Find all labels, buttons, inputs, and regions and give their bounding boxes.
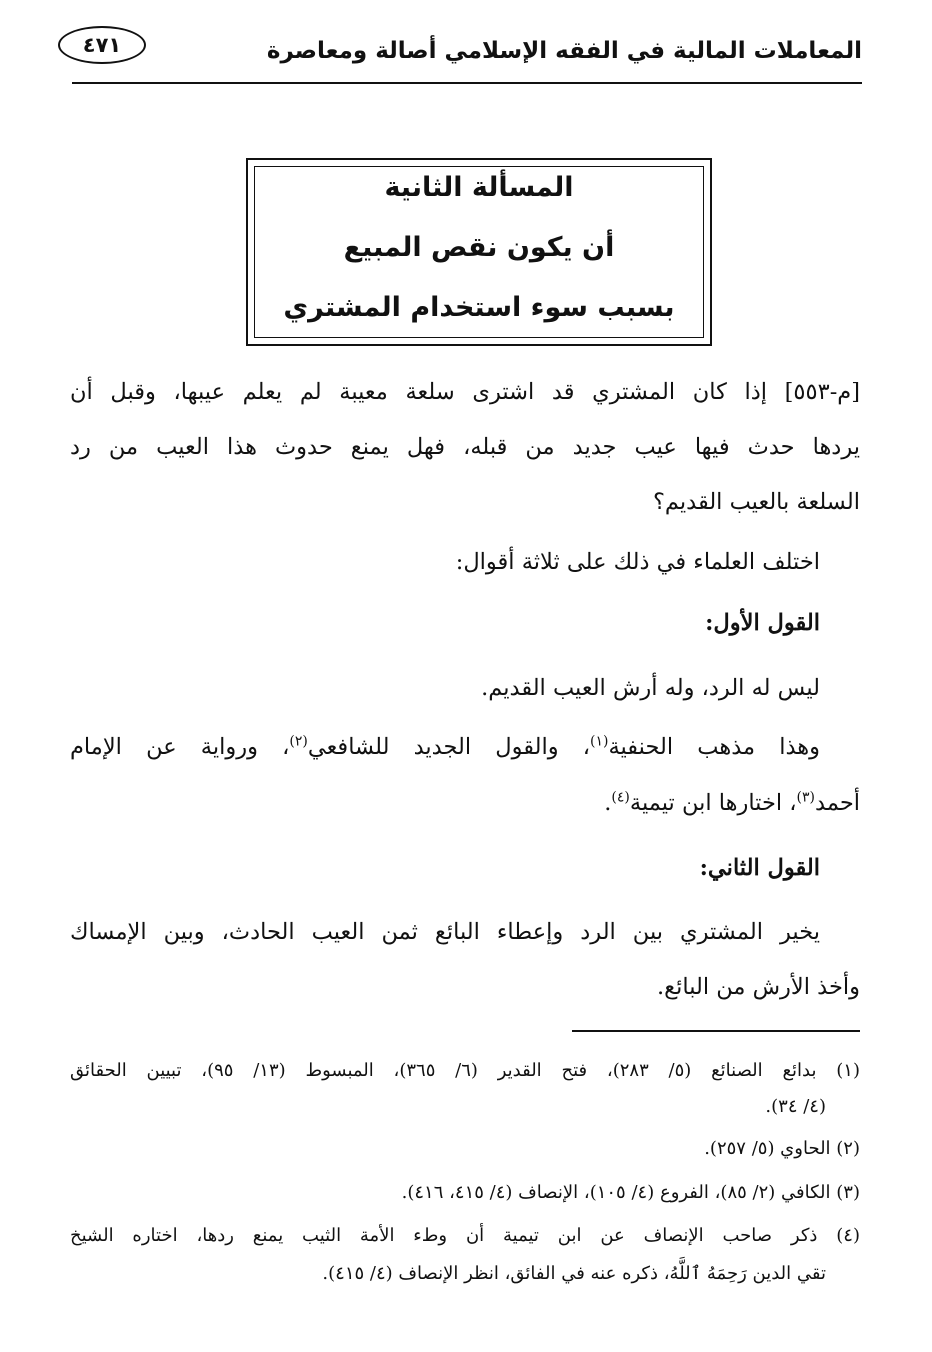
section-title-line-2: أن يكون نقص المبيع xyxy=(343,232,615,263)
footnote-2: (٢) الحاوي (٥/ ٢٥٧). xyxy=(704,1138,860,1159)
section-title-box xyxy=(246,158,712,346)
paragraph-4-text-e: ، اختارها ابن تيمية xyxy=(629,790,797,816)
paragraph-3: ليس له الرد، وله أرش العيب القديم. xyxy=(481,675,820,701)
footnote-1-line-2: (٤/ ٣٤). xyxy=(765,1096,826,1117)
paragraph-1-line-2: يردها حدث فيها عيب جديد من قبله، فهل يمنع حدوث هذا العيب من رد xyxy=(70,434,860,460)
paragraph-5-line-1: يخير المشتري بين الرد وإعطاء البائع ثمن العيب الحادث، وبين الإمساك xyxy=(70,919,820,945)
footnote-3: (٣) الكافي (٢/ ٨٥)، الفروع (٤/ ١٠٥)، الإنصاف (٤/ ٤١٥، ٤١٦). xyxy=(401,1182,860,1203)
paragraph-4-text-d: أحمد xyxy=(815,790,860,816)
paragraph-4-text-c: ، ورواية عن الإمام xyxy=(70,734,290,760)
footnote-ref-1: (١) xyxy=(589,733,609,750)
paragraph-5-line-2: وأخذ الأرش من البائع. xyxy=(656,974,860,1000)
paragraph-4-text-a: وهذا مذهب الحنفية xyxy=(608,734,820,760)
footnote-ref-3: (٣) xyxy=(796,789,816,806)
heading-first-opinion: القول الأول: xyxy=(705,610,820,636)
paragraph-4-line-1 xyxy=(70,727,860,767)
heading-second-opinion: القول الثاني: xyxy=(699,855,820,881)
footnote-ref-4: (٤) xyxy=(611,789,630,806)
section-title-line-1: المسألة الثانية xyxy=(384,172,574,203)
paragraph-2: اختلف العلماء في ذلك على ثلاثة أقوال: xyxy=(455,549,820,575)
running-title: المعاملات المالية في الفقه الإسلامي أصالة ومعاصرة xyxy=(266,38,862,64)
paragraph-4-line-2 xyxy=(70,783,860,823)
paragraph-4-text-f: . xyxy=(604,790,612,816)
page-number-badge: ٤٧١ xyxy=(58,26,146,64)
section-title-line-3: بسبب سوء استخدام المشتري xyxy=(283,292,675,323)
header-rule xyxy=(72,82,862,84)
paragraph-1-line-3: السلعة بالعيب القديم؟ xyxy=(652,489,860,515)
paragraph-1-line-1: [م-٥٥٣] إذا كان المشتري قد اشترى سلعة معيبة لم يعلم عيبها، وقبل أن xyxy=(70,379,860,405)
footnote-4-line-2: تقي الدين رَحِمَهُ ٱللَّهُ، ذكره عنه في الفائق، انظر الإنصاف (٤/ ٤١٥). xyxy=(322,1263,826,1284)
footnote-4-line-1: (٤) ذكر صاحب الإنصاف عن ابن تيمية أن وطء الأمة الثيب يمنع ردها، اختاره الشيخ xyxy=(70,1225,860,1246)
footnote-1-line-1: (١) بدائع الصنائع (٥/ ٢٨٣)، فتح القدير (٦/ ٣٦٥)، المبسوط (١٣/ ٩٥)، تبيين الحقائق xyxy=(70,1060,860,1081)
running-header xyxy=(72,38,862,78)
footnote-separator xyxy=(572,1030,860,1032)
paragraph-4-text-b: ، والقول الجديد للشافعي xyxy=(307,734,590,760)
footnote-ref-2: (٢) xyxy=(289,733,308,750)
